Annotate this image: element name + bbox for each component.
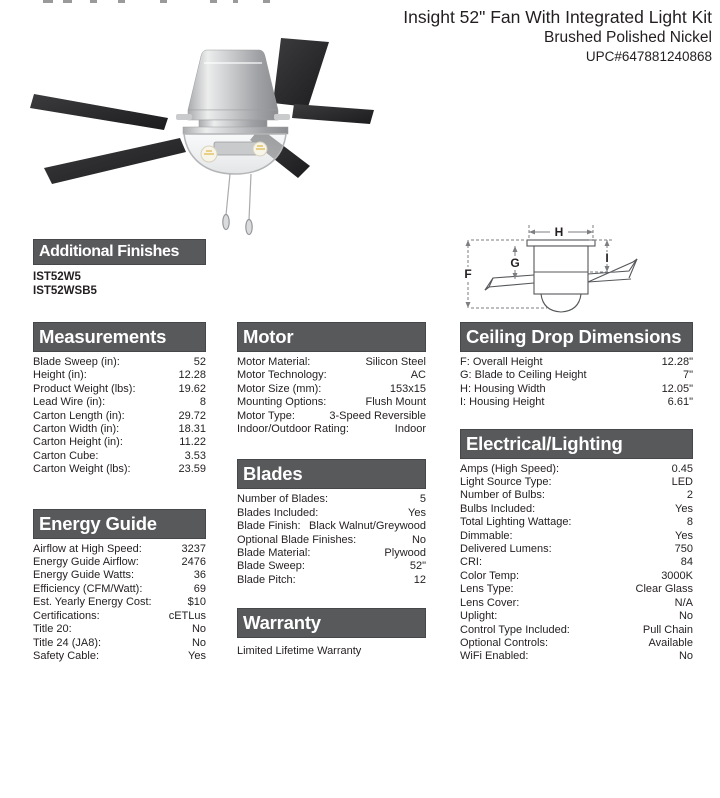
additional-finishes-section: [33, 239, 206, 298]
spec-value: 36: [193, 569, 206, 582]
spec-value: 2476: [181, 556, 206, 569]
spec-value: 8: [686, 516, 693, 529]
motor-section: [237, 322, 426, 436]
diagram-bowl: [541, 294, 581, 312]
spec-column-right: [460, 322, 693, 664]
warranty-header: Warranty: [237, 608, 426, 638]
spec-value: 12.28": [661, 356, 693, 368]
spec-value: 18.31: [178, 423, 206, 436]
additional-finishes-list: [33, 270, 206, 298]
spec-value: Yes: [188, 649, 206, 662]
spec-label: Carton Height (in):: [33, 436, 123, 449]
spec-value: 23.59: [178, 463, 206, 476]
light-kit-glass-bowl: [183, 127, 288, 174]
ceiling-drop-header: Ceiling Drop Dimensions: [460, 322, 693, 352]
spec-label: Number of Blades:: [237, 493, 329, 506]
spec-label: Blade Pitch:: [237, 573, 296, 586]
ceiling-drop-section: [460, 322, 693, 410]
spec-row: [460, 610, 693, 623]
spec-row: [460, 543, 693, 556]
measurements-header: Measurements: [33, 322, 206, 352]
motor-rows: [237, 352, 426, 436]
spec-row: [237, 534, 426, 547]
spec-value: 3000K: [661, 569, 693, 582]
spec-value: 3237: [181, 542, 206, 555]
ceiling-drop-rows: [460, 352, 693, 410]
spec-value: No: [678, 650, 693, 663]
spec-row: [33, 383, 206, 396]
spec-value: Flush Mount: [365, 396, 426, 409]
spec-label: Motor Type:: [237, 409, 295, 422]
spec-row: [237, 520, 426, 533]
spec-row: [33, 637, 206, 650]
spec-label: Motor Material:: [237, 356, 311, 368]
spec-row: [237, 423, 426, 436]
spec-value: 7": [682, 369, 693, 382]
spec-value: 3.53: [184, 449, 206, 462]
spec-row: [460, 463, 693, 476]
energy-guide-rows: [33, 539, 206, 664]
spec-label: Title 20:: [33, 623, 72, 636]
spec-value: 11.22: [179, 436, 206, 449]
finish-sku: IST52WSB5: [33, 285, 97, 297]
spec-label: Amps (High Speed):: [460, 462, 560, 475]
spec-value: Indoor: [394, 423, 426, 436]
page-title: Insight 52" Fan With Integrated Light Kit: [403, 7, 712, 27]
fan-housing: [176, 50, 290, 128]
spec-label: Efficiency (CFM/Watt):: [33, 582, 143, 595]
spec-row: [33, 583, 206, 596]
spec-row: [33, 596, 206, 609]
spec-value: 8: [199, 396, 206, 409]
spec-label: Safety Cable:: [33, 649, 100, 662]
ceiling-drop-diagram: [455, 212, 705, 317]
spec-label: Lead Wire (in):: [33, 396, 106, 409]
spec-value: $10: [187, 596, 206, 609]
spec-row: [460, 530, 693, 543]
blades-header: Blades: [237, 459, 426, 489]
spec-row: [237, 560, 426, 573]
motor-header: Motor: [237, 322, 426, 352]
spec-row: [237, 410, 426, 423]
spec-label: Lens Cover:: [460, 596, 520, 609]
diagram-blade-left: [485, 275, 534, 290]
spec-value: 19.62: [178, 382, 206, 395]
electrical-lighting-rows: [460, 459, 693, 664]
spec-row: [237, 507, 426, 520]
spec-row: [33, 410, 206, 423]
blades-rows: [237, 489, 426, 587]
spec-value: N/A: [674, 596, 693, 609]
spec-label: Blade Sweep:: [237, 560, 305, 573]
spec-value: cETLus: [168, 609, 206, 622]
spec-label: F: Overall Height: [460, 356, 543, 368]
measurements-rows: [33, 352, 206, 477]
spec-label: Uplight:: [460, 610, 498, 623]
spec-label: Product Weight (lbs):: [33, 382, 136, 395]
spec-value: No: [411, 533, 426, 546]
spec-row: [33, 369, 206, 382]
spec-label: Light Source Type:: [460, 476, 552, 489]
spec-value: 52: [193, 356, 206, 368]
spec-label: WiFi Enabled:: [460, 650, 529, 663]
spec-value: 12.28: [178, 369, 206, 382]
spec-label: Motor Technology:: [237, 369, 327, 382]
spec-label: Blade Finish:: [237, 520, 301, 533]
spec-label: Lens Type:: [460, 583, 514, 596]
electrical-lighting-section: [460, 429, 693, 664]
spec-label: Height (in):: [33, 369, 87, 382]
spec-value: Silicon Steel: [365, 356, 426, 368]
spec-label: Carton Cube:: [33, 449, 99, 462]
spec-label: Blade Material:: [237, 547, 311, 560]
spec-value: 12.05": [661, 382, 693, 395]
spec-row: [460, 489, 693, 502]
additional-finishes-header: Additional Finishes: [33, 239, 206, 265]
spec-value: Yes: [408, 506, 426, 519]
spec-value: Available: [648, 636, 693, 649]
pull-chains: [223, 174, 252, 235]
spec-label: Optional Controls:: [460, 636, 549, 649]
product-photo-ceiling-fan: [8, 18, 388, 236]
energy-guide-header: Energy Guide: [33, 509, 206, 539]
blades-section: [237, 459, 426, 587]
spec-row: [33, 423, 206, 436]
spec-column-left: [33, 322, 206, 663]
spec-row: [460, 637, 693, 650]
bulb-bracket: [214, 142, 258, 155]
spec-value: Pull Chain: [642, 623, 693, 636]
spec-label: Delivered Lumens:: [460, 543, 552, 556]
spec-label: Certifications:: [33, 609, 100, 622]
spec-row: [33, 543, 206, 556]
spec-row: [460, 556, 693, 569]
spec-row: [460, 650, 693, 663]
spec-value: 153x15: [389, 382, 426, 395]
spec-row: [237, 356, 426, 369]
spec-label: Energy Guide Airflow:: [33, 556, 139, 569]
spec-label: Airflow at High Speed:: [33, 542, 142, 555]
finish-subtitle: Brushed Polished Nickel: [543, 29, 712, 46]
upc-code: UPC#647881240868: [585, 49, 712, 64]
spec-label: Blade Sweep (in):: [33, 356, 120, 368]
spec-column-middle: [237, 322, 426, 659]
spec-value: No: [678, 610, 693, 623]
spec-row: [33, 650, 206, 663]
finish-sku: IST52W5: [33, 271, 81, 283]
diagram-label-f: F: [464, 267, 472, 281]
warranty-text: Limited Lifetime Warranty: [237, 645, 362, 658]
spec-row: [460, 597, 693, 610]
spec-value: 6.61": [667, 396, 693, 409]
spec-row: [460, 356, 693, 369]
spec-value: Yes: [675, 502, 693, 515]
spec-row: [460, 383, 693, 396]
spec-label: H: Housing Width: [460, 382, 546, 395]
spec-label: I: Housing Height: [460, 396, 545, 409]
spec-label: Dimmable:: [460, 529, 513, 542]
spec-value: Black Walnut/Greywood: [309, 520, 426, 533]
spec-row: [237, 369, 426, 382]
spec-value: 5: [419, 493, 426, 506]
spec-row: [33, 623, 206, 636]
spec-row: [460, 570, 693, 583]
spec-value: No: [191, 636, 206, 649]
diagram-housing: [534, 246, 588, 294]
spec-label: Energy Guide Watts:: [33, 569, 135, 582]
spec-row: [33, 556, 206, 569]
spec-row: [460, 624, 693, 637]
spec-value: 0.45: [671, 462, 693, 475]
spec-value: Plywood: [384, 547, 426, 560]
electrical-lighting-header: Electrical/Lighting: [460, 429, 693, 459]
spec-label: Mounting Options:: [237, 396, 327, 409]
spec-row: [460, 583, 693, 596]
spec-row: [33, 436, 206, 449]
diagram-label-i: I: [605, 251, 609, 265]
spec-row: [237, 383, 426, 396]
spec-label: Color Temp:: [460, 569, 520, 582]
title-block: [403, 7, 712, 66]
spec-label: Total Lighting Wattage:: [460, 516, 572, 529]
spec-row: [33, 396, 206, 409]
spec-row: [460, 503, 693, 516]
spec-value: No: [191, 623, 206, 636]
spec-value: AC: [410, 369, 426, 382]
spec-value: 69: [193, 582, 206, 595]
spec-value: 12: [413, 573, 426, 586]
spec-label: Carton Width (in):: [33, 423, 120, 436]
diagram-flange: [527, 240, 595, 246]
spec-row: [460, 369, 693, 382]
spec-label: Carton Weight (lbs):: [33, 463, 131, 476]
spec-label: Control Type Included:: [460, 623, 570, 636]
spec-value: 84: [680, 556, 693, 569]
spec-row: [33, 356, 206, 369]
spec-value: Yes: [675, 529, 693, 542]
spec-label: Title 24 (JA8):: [33, 636, 102, 649]
energy-guide-section: [33, 509, 206, 664]
spec-label: Carton Length (in):: [33, 409, 125, 422]
measurements-section: [33, 322, 206, 477]
spec-value: 3-Speed Reversible: [329, 409, 426, 422]
spec-label: Number of Bulbs:: [460, 489, 545, 502]
spec-row: [460, 476, 693, 489]
spec-row: [33, 450, 206, 463]
spec-value: 52": [409, 560, 426, 573]
spec-label: Optional Blade Finishes:: [237, 533, 357, 546]
spec-row: [33, 569, 206, 582]
diagram-label-g: G: [510, 256, 520, 270]
spec-row: [33, 610, 206, 623]
spec-value: Clear Glass: [635, 583, 693, 596]
spec-label: G: Blade to Ceiling Height: [460, 369, 587, 382]
spec-value: 750: [674, 543, 693, 556]
spec-value: 2: [686, 489, 693, 502]
spec-label: CRI:: [460, 556, 482, 569]
spec-label: Indoor/Outdoor Rating:: [237, 423, 349, 436]
spec-row: [237, 574, 426, 587]
spec-value: LED: [671, 476, 693, 489]
spec-label: Motor Size (mm):: [237, 382, 322, 395]
warranty-section: [237, 608, 426, 658]
spec-row: [460, 396, 693, 409]
spec-row: [237, 493, 426, 506]
spec-row: [460, 516, 693, 529]
spec-row: [237, 396, 426, 409]
spec-label: Bulbs Included:: [460, 502, 536, 515]
spec-row: [33, 463, 206, 476]
spec-row: [237, 547, 426, 560]
spec-value: 29.72: [178, 409, 206, 422]
spec-label: Est. Yearly Energy Cost:: [33, 596, 152, 609]
spec-label: Blades Included:: [237, 506, 319, 519]
diagram-label-h: H: [554, 225, 564, 239]
